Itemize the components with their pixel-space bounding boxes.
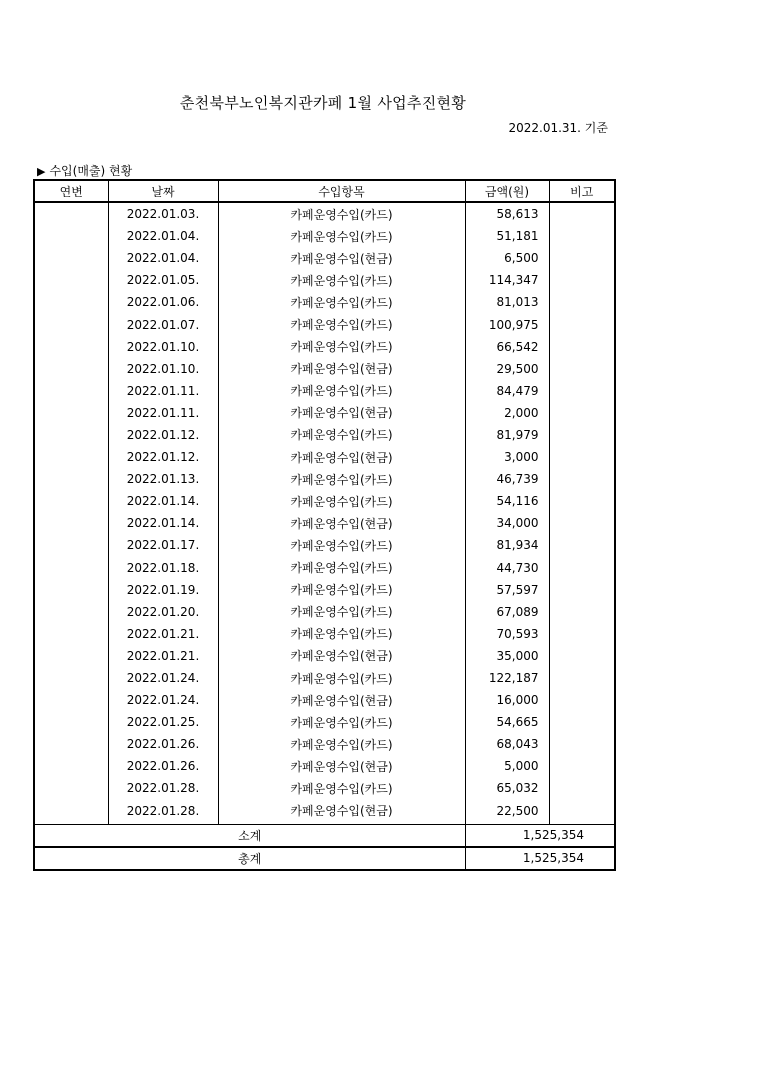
- item-cell: 카페운영수입(카드): [218, 225, 465, 247]
- date-cell: 2022.01.04.: [108, 247, 218, 269]
- item-cell: 카페운영수입(현금): [218, 402, 465, 424]
- year-cell: [34, 777, 108, 799]
- year-cell: [34, 202, 108, 225]
- item-cell: 카페운영수입(카드): [218, 777, 465, 799]
- note-cell: [549, 557, 615, 579]
- date-cell: 2022.01.12.: [108, 446, 218, 468]
- note-cell: [549, 424, 615, 446]
- section-title: 수입(매출) 현황: [49, 164, 133, 178]
- amount-cell: 100,975: [465, 313, 549, 335]
- amount-cell: 35,000: [465, 645, 549, 667]
- date-cell: 2022.01.11.: [108, 380, 218, 402]
- table-row: [34, 579, 615, 601]
- date-cell: 2022.01.11.: [108, 402, 218, 424]
- revenue-table: [33, 179, 616, 871]
- year-cell: [34, 733, 108, 755]
- year-cell: [34, 247, 108, 269]
- table-row: [34, 557, 615, 579]
- note-cell: [549, 645, 615, 667]
- amount-cell: 81,013: [465, 291, 549, 313]
- item-cell: 카페운영수입(카드): [218, 534, 465, 556]
- header-date: 날짜: [108, 180, 218, 202]
- item-cell: 카페운영수입(카드): [218, 424, 465, 446]
- amount-cell: 54,116: [465, 490, 549, 512]
- year-cell: [34, 512, 108, 534]
- table-row: [34, 313, 615, 335]
- table-row: [34, 711, 615, 733]
- subtotal-row: [34, 824, 615, 847]
- year-cell: [34, 269, 108, 291]
- table-row: [34, 336, 615, 358]
- year-cell: [34, 534, 108, 556]
- table-row: [34, 512, 615, 534]
- note-cell: [549, 225, 615, 247]
- year-cell: [34, 490, 108, 512]
- year-cell: [34, 424, 108, 446]
- date-cell: 2022.01.20.: [108, 601, 218, 623]
- amount-cell: 81,979: [465, 424, 549, 446]
- table-row: [34, 380, 615, 402]
- item-cell: 카페운영수입(현금): [218, 755, 465, 777]
- note-cell: [549, 733, 615, 755]
- item-cell: 카페운영수입(카드): [218, 623, 465, 645]
- amount-cell: 81,934: [465, 534, 549, 556]
- subtotal-label: 소계: [34, 824, 465, 847]
- table-row: [34, 534, 615, 556]
- note-cell: [549, 579, 615, 601]
- year-cell: [34, 468, 108, 490]
- date-cell: 2022.01.03.: [108, 202, 218, 225]
- date-cell: 2022.01.28.: [108, 800, 218, 825]
- table-row: [34, 291, 615, 313]
- item-cell: 카페운영수입(카드): [218, 313, 465, 335]
- year-cell: [34, 579, 108, 601]
- amount-cell: 114,347: [465, 269, 549, 291]
- year-cell: [34, 623, 108, 645]
- year-cell: [34, 313, 108, 335]
- total-row: [34, 847, 615, 870]
- amount-cell: 3,000: [465, 446, 549, 468]
- note-cell: [549, 689, 615, 711]
- item-cell: 카페운영수입(현금): [218, 645, 465, 667]
- document-title: 춘천북부노인복지관카페 1월 사업추진현황: [179, 94, 467, 112]
- table-row: [34, 623, 615, 645]
- note-cell: [549, 358, 615, 380]
- year-cell: [34, 689, 108, 711]
- note-cell: [549, 336, 615, 358]
- reference-date: 2022.01.31. 기준: [508, 121, 608, 135]
- amount-cell: 58,613: [465, 202, 549, 225]
- amount-cell: 70,593: [465, 623, 549, 645]
- date-cell: 2022.01.28.: [108, 777, 218, 799]
- item-cell: 카페운영수입(카드): [218, 468, 465, 490]
- amount-cell: 66,542: [465, 336, 549, 358]
- note-cell: [549, 269, 615, 291]
- table-row: [34, 601, 615, 623]
- note-cell: [549, 755, 615, 777]
- table-row: [34, 777, 615, 799]
- date-cell: 2022.01.10.: [108, 336, 218, 358]
- table-row: [34, 733, 615, 755]
- table-row: [34, 358, 615, 380]
- header-amount: 금액(원): [465, 180, 549, 202]
- year-cell: [34, 711, 108, 733]
- table-row: [34, 269, 615, 291]
- table-row: [34, 800, 615, 825]
- amount-cell: 67,089: [465, 601, 549, 623]
- date-cell: 2022.01.10.: [108, 358, 218, 380]
- table-row: [34, 755, 615, 777]
- date-cell: 2022.01.07.: [108, 313, 218, 335]
- date-cell: 2022.01.24.: [108, 667, 218, 689]
- note-cell: [549, 512, 615, 534]
- item-cell: 카페운영수입(카드): [218, 579, 465, 601]
- item-cell: 카페운영수입(카드): [218, 557, 465, 579]
- triangle-right-icon: ▶: [37, 165, 46, 178]
- total-amount: 1,525,354: [465, 847, 615, 870]
- note-cell: [549, 623, 615, 645]
- note-cell: [549, 800, 615, 825]
- date-cell: 2022.01.25.: [108, 711, 218, 733]
- amount-cell: 54,665: [465, 711, 549, 733]
- table-row: [34, 202, 615, 225]
- note-cell: [549, 313, 615, 335]
- year-cell: [34, 225, 108, 247]
- date-cell: 2022.01.21.: [108, 645, 218, 667]
- amount-cell: 51,181: [465, 225, 549, 247]
- item-cell: 카페운영수입(카드): [218, 380, 465, 402]
- note-cell: [549, 446, 615, 468]
- amount-cell: 29,500: [465, 358, 549, 380]
- year-cell: [34, 755, 108, 777]
- amount-cell: 57,597: [465, 579, 549, 601]
- amount-cell: 5,000: [465, 755, 549, 777]
- date-cell: 2022.01.13.: [108, 468, 218, 490]
- year-cell: [34, 645, 108, 667]
- year-cell: [34, 557, 108, 579]
- amount-cell: 2,000: [465, 402, 549, 424]
- table-row: [34, 667, 615, 689]
- year-cell: [34, 380, 108, 402]
- amount-cell: 84,479: [465, 380, 549, 402]
- amount-cell: 44,730: [465, 557, 549, 579]
- table-row: [34, 468, 615, 490]
- item-cell: 카페운영수입(카드): [218, 269, 465, 291]
- item-cell: 카페운영수입(카드): [218, 336, 465, 358]
- amount-cell: 65,032: [465, 777, 549, 799]
- item-cell: 카페운영수입(카드): [218, 291, 465, 313]
- note-cell: [549, 601, 615, 623]
- date-cell: 2022.01.21.: [108, 623, 218, 645]
- item-cell: 카페운영수입(카드): [218, 711, 465, 733]
- year-cell: [34, 800, 108, 825]
- table-header-row: [34, 180, 615, 202]
- amount-cell: 68,043: [465, 733, 549, 755]
- section-heading: [37, 162, 132, 179]
- note-cell: [549, 490, 615, 512]
- date-cell: 2022.01.14.: [108, 512, 218, 534]
- item-cell: 카페운영수입(카드): [218, 490, 465, 512]
- note-cell: [549, 291, 615, 313]
- note-cell: [549, 777, 615, 799]
- table-row: [34, 689, 615, 711]
- item-cell: 카페운영수입(현금): [218, 247, 465, 269]
- year-cell: [34, 291, 108, 313]
- amount-cell: 34,000: [465, 512, 549, 534]
- header-item: 수입항목: [218, 180, 465, 202]
- item-cell: 카페운영수입(현금): [218, 800, 465, 825]
- header-note: 비고: [549, 180, 615, 202]
- amount-cell: 46,739: [465, 468, 549, 490]
- item-cell: 카페운영수입(카드): [218, 733, 465, 755]
- table-row: [34, 424, 615, 446]
- year-cell: [34, 402, 108, 424]
- year-cell: [34, 667, 108, 689]
- header-year: 연변: [34, 180, 108, 202]
- date-cell: 2022.01.12.: [108, 424, 218, 446]
- note-cell: [549, 380, 615, 402]
- table-row: [34, 446, 615, 468]
- note-cell: [549, 711, 615, 733]
- date-cell: 2022.01.26.: [108, 733, 218, 755]
- item-cell: 카페운영수입(현금): [218, 446, 465, 468]
- date-cell: 2022.01.06.: [108, 291, 218, 313]
- amount-cell: 16,000: [465, 689, 549, 711]
- date-cell: 2022.01.19.: [108, 579, 218, 601]
- date-cell: 2022.01.04.: [108, 225, 218, 247]
- total-label: 총계: [34, 847, 465, 870]
- year-cell: [34, 601, 108, 623]
- note-cell: [549, 534, 615, 556]
- year-cell: [34, 446, 108, 468]
- amount-cell: 6,500: [465, 247, 549, 269]
- item-cell: 카페운영수입(현금): [218, 358, 465, 380]
- note-cell: [549, 247, 615, 269]
- note-cell: [549, 202, 615, 225]
- subtotal-amount: 1,525,354: [465, 824, 615, 847]
- item-cell: 카페운영수입(카드): [218, 601, 465, 623]
- table-row: [34, 225, 615, 247]
- year-cell: [34, 336, 108, 358]
- date-cell: 2022.01.05.: [108, 269, 218, 291]
- date-cell: 2022.01.18.: [108, 557, 218, 579]
- note-cell: [549, 402, 615, 424]
- note-cell: [549, 667, 615, 689]
- item-cell: 카페운영수입(카드): [218, 667, 465, 689]
- date-cell: 2022.01.14.: [108, 490, 218, 512]
- item-cell: 카페운영수입(카드): [218, 202, 465, 225]
- table-row: [34, 402, 615, 424]
- date-cell: 2022.01.26.: [108, 755, 218, 777]
- date-cell: 2022.01.17.: [108, 534, 218, 556]
- year-cell: [34, 358, 108, 380]
- item-cell: 카페운영수입(현금): [218, 512, 465, 534]
- note-cell: [549, 468, 615, 490]
- table-row: [34, 490, 615, 512]
- table-row: [34, 247, 615, 269]
- amount-cell: 122,187: [465, 667, 549, 689]
- table-row: [34, 645, 615, 667]
- date-cell: 2022.01.24.: [108, 689, 218, 711]
- amount-cell: 22,500: [465, 800, 549, 825]
- item-cell: 카페운영수입(현금): [218, 689, 465, 711]
